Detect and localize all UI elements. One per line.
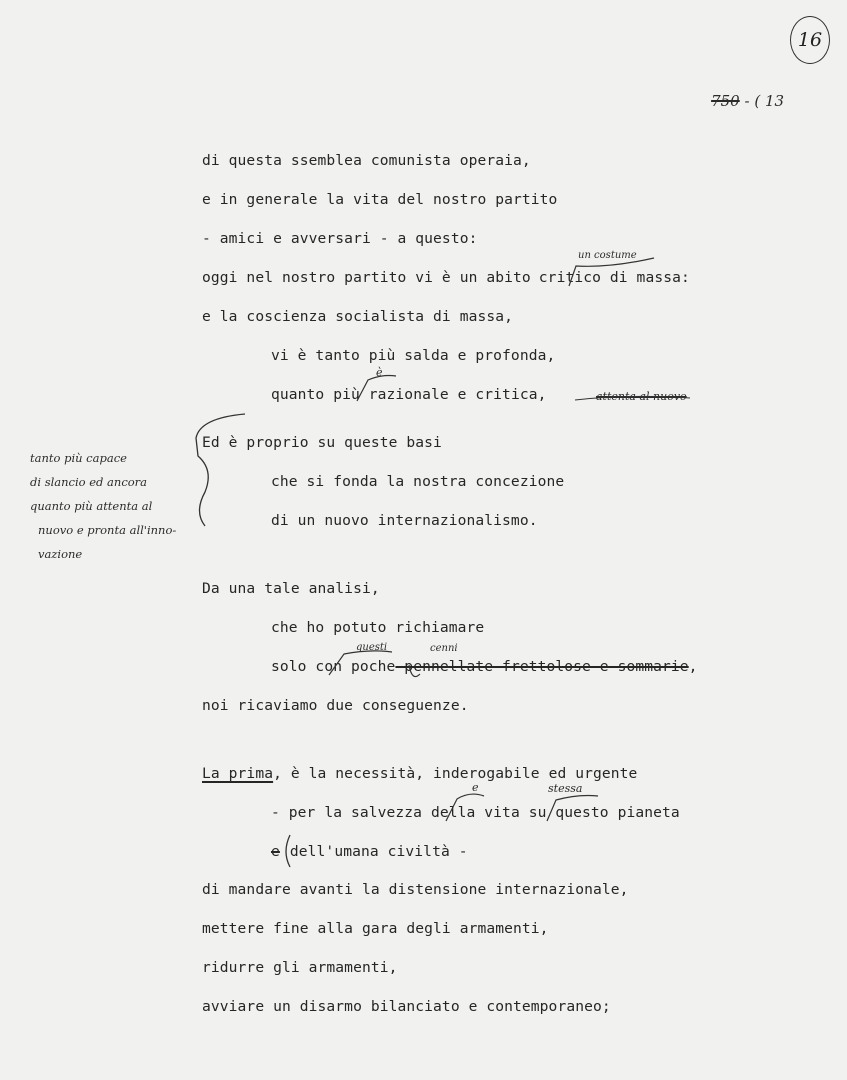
sheet-reference-value: 13 (764, 92, 785, 110)
text-line-16-start: - per la salvezza (271, 804, 423, 821)
text-line-9: che si fonda la nostra concezione (271, 473, 565, 490)
text-line-5: e la coscienza socialista di massa, (202, 308, 514, 325)
text-line-15-underlined: La prima (202, 765, 274, 782)
insert-questi: questi (356, 642, 388, 653)
text-line-21: avviare un disarmo bilanciato e contemporaneo; (202, 998, 611, 1015)
insert-e-2: e (472, 781, 479, 794)
text-line-16-middle: della vita (422, 804, 520, 821)
margin-note-line: di slancio ed ancora (30, 475, 148, 489)
text-line-13 (271, 658, 698, 675)
text-line-1: di questa ssemblea comunista operaia, (202, 152, 531, 169)
text-line-18: di mandare avanti la distensione internazionale, (202, 881, 629, 898)
text-line-16-end: su questo pianeta (519, 804, 680, 821)
page-number: 16 (790, 16, 830, 64)
margin-note-line: vazione (38, 547, 83, 561)
text-line-10: di un nuovo internazionalismo. (271, 512, 538, 529)
insert-e: è (376, 366, 383, 379)
text-line-8: Ed è proprio su queste basi (202, 434, 442, 451)
text-line-20: ridurre gli armamenti, (202, 959, 398, 976)
text-line-7-start: quanto più (271, 386, 360, 403)
margin-note-line: tanto più capace (30, 451, 127, 465)
insert-stessa: stessa (548, 782, 583, 795)
struck-attenta-al-nuovo: attenta al nuovo (596, 390, 687, 403)
text-line-14: noi ricaviamo due conseguenze. (202, 697, 469, 714)
text-line-3: - amici e avversari - a questo: (202, 230, 478, 247)
text-line-13-struck: pennellate frettolose e sommarie (395, 658, 689, 675)
bracket-margin (196, 414, 245, 526)
sheet-reference-separator: - ( (739, 92, 765, 110)
text-line-4-replaced-word: critico (538, 269, 602, 286)
insert-un-costume: un costume (578, 250, 637, 261)
sheet-reference (692, 74, 784, 128)
text-line-16 (271, 804, 680, 821)
text-line-11: Da una tale analisi, (202, 580, 380, 597)
text-line-7-end: razionale e critica, (359, 386, 547, 403)
text-line-17-struck: e (271, 843, 280, 860)
margin-note (30, 446, 176, 566)
margin-note-line: nuovo e pronta all'inno- (38, 523, 177, 537)
margin-note-line: quanto più attenta al (30, 499, 153, 513)
text-line-19: mettere fine alla gara degli armamenti, (202, 920, 549, 937)
text-line-13-word: poche (350, 658, 396, 675)
text-line-7 (271, 386, 547, 403)
text-line-17-text: dell'umana civiltà - (289, 843, 468, 860)
text-line-4 (202, 269, 690, 286)
sheet-reference-struck: 750 (711, 92, 740, 110)
text-line-6: vi è tanto più salda e profonda, (271, 347, 556, 364)
text-line-4-start: oggi nel nostro partito vi è un abito (202, 269, 531, 286)
text-line-15-rest: , è la necessità, inderogabile ed urgente (273, 765, 638, 782)
text-line-17 (271, 843, 468, 860)
text-line-12: che ho potuto richiamare (271, 619, 485, 636)
text-line-2: e in generale la vita del nostro partito (202, 191, 558, 208)
text-line-4-end: di massa: (601, 269, 690, 286)
insert-cenni: cenni (430, 643, 458, 654)
text-line-13-start: solo con (271, 658, 351, 675)
text-line-13-end: , (688, 658, 698, 675)
text-line-15 (202, 765, 637, 782)
